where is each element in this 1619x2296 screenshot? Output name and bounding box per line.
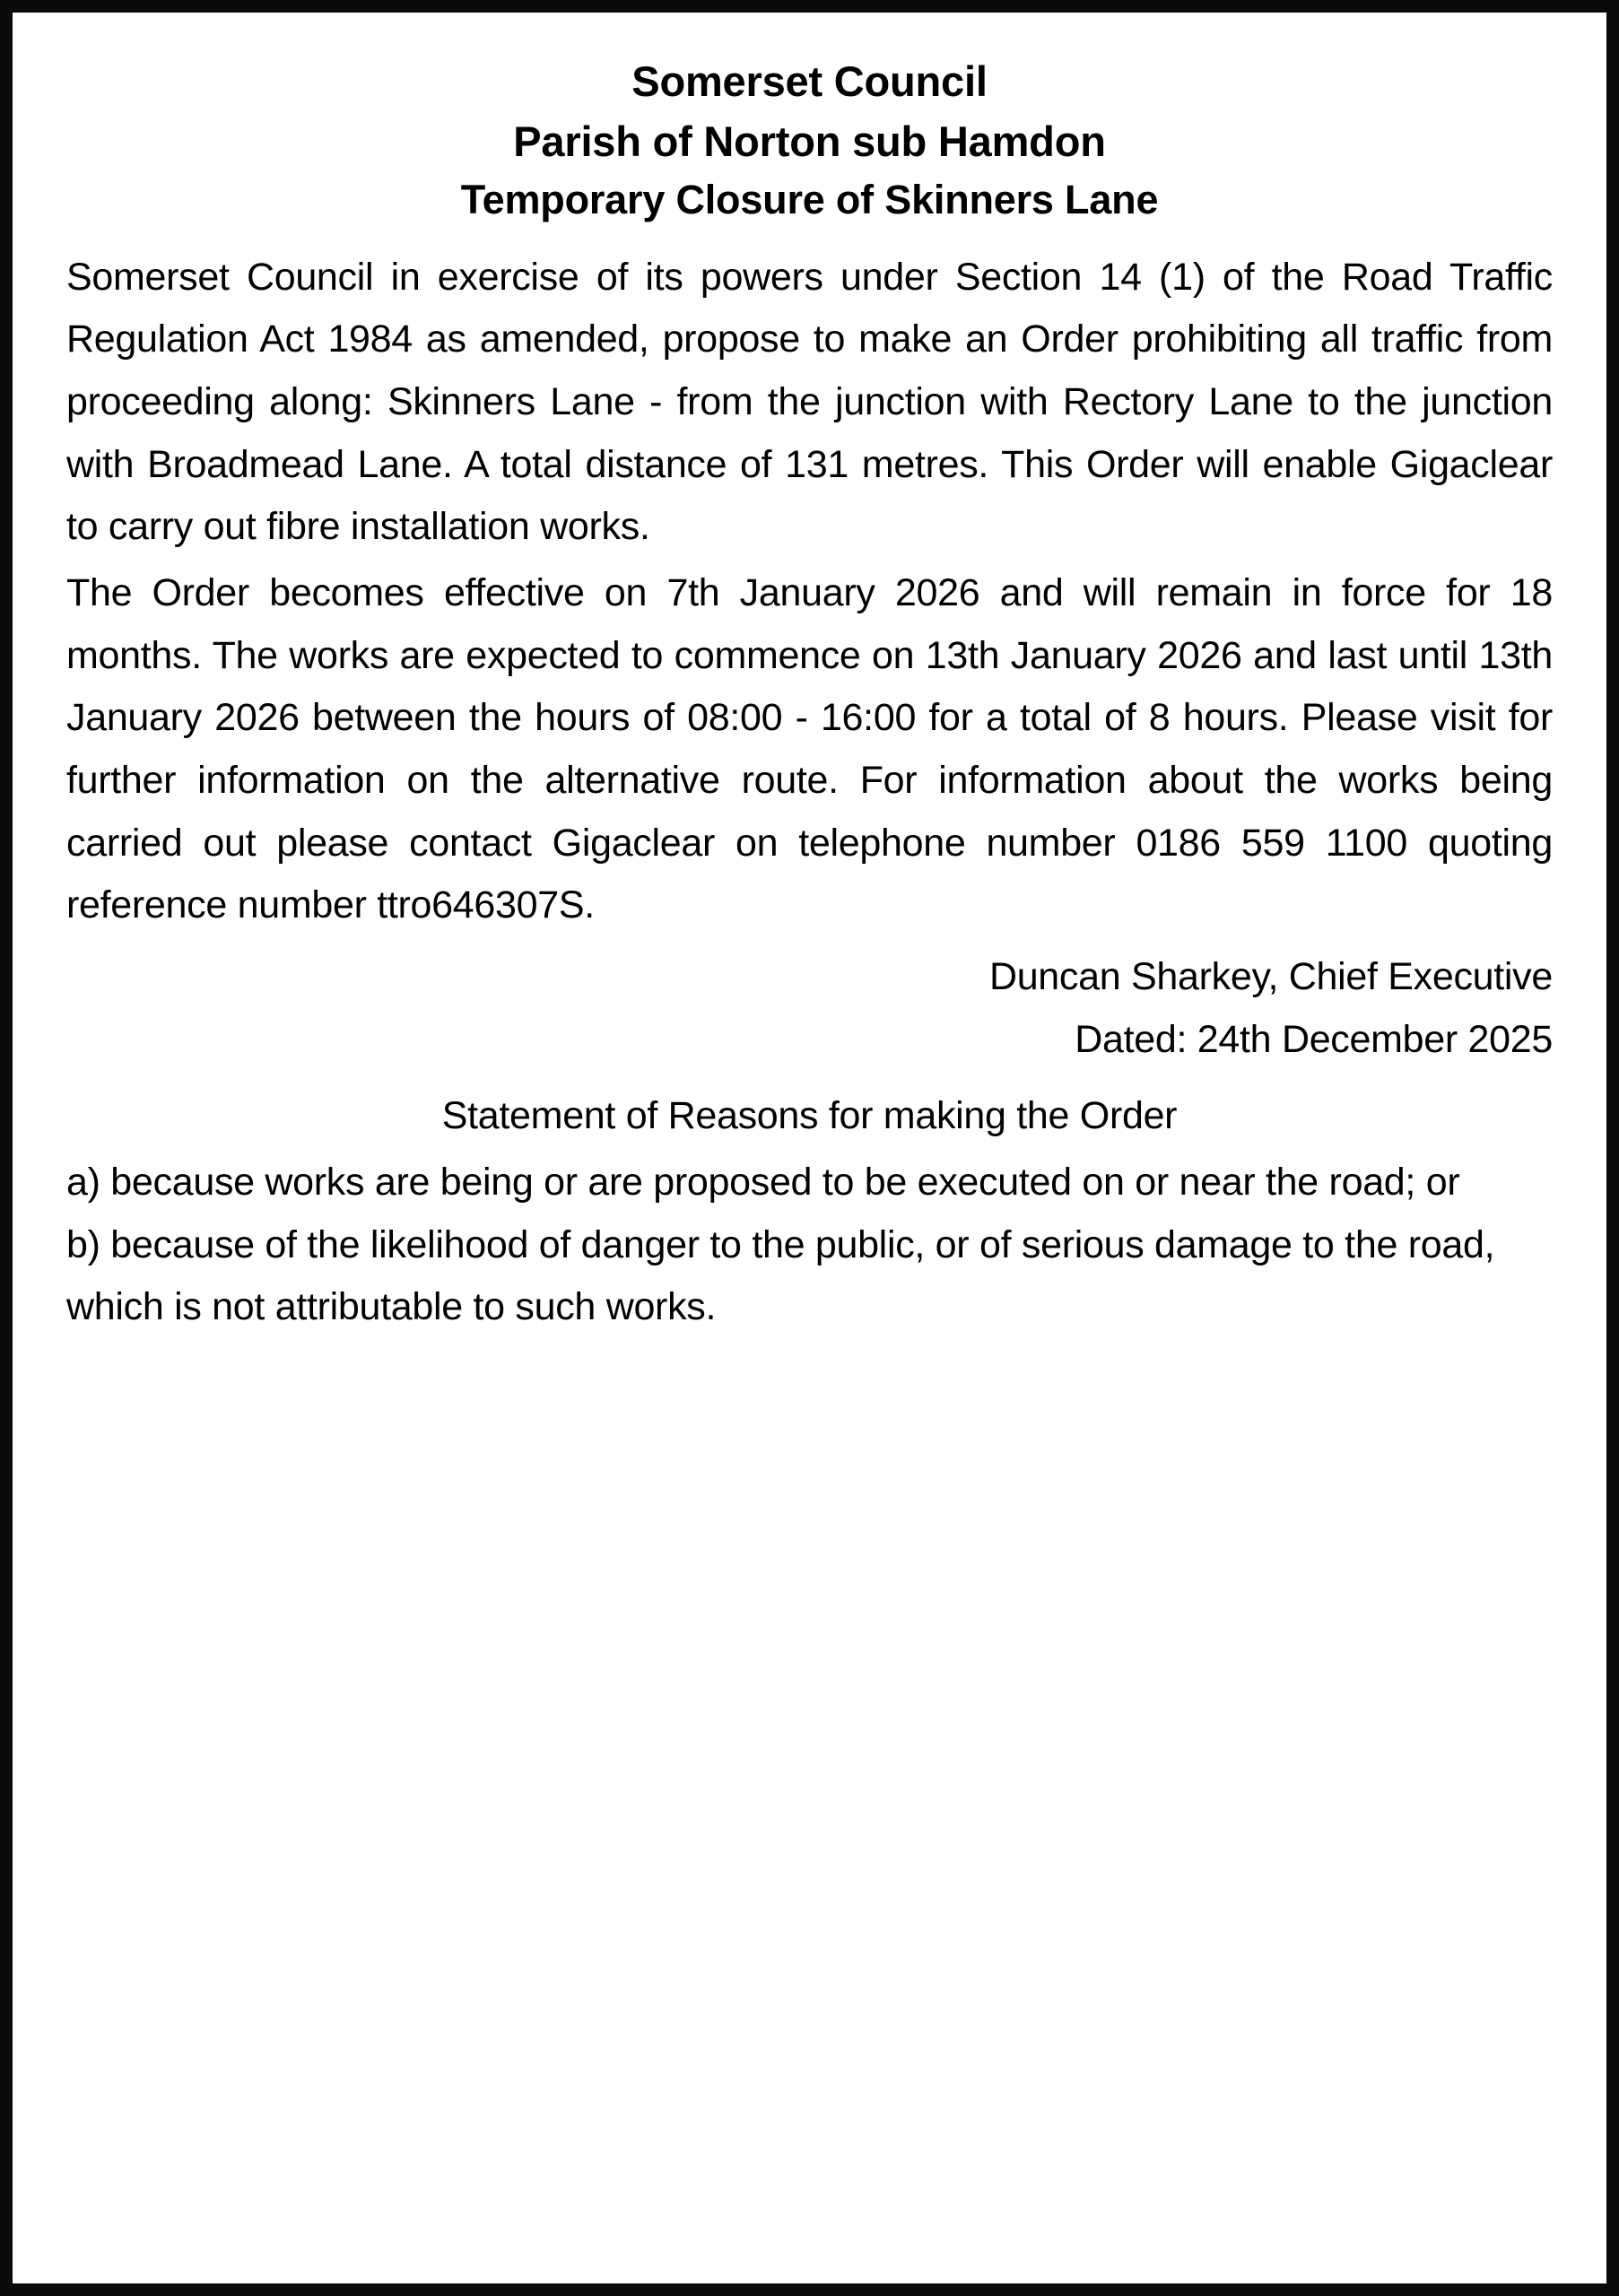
notice-parish-title: Parish of Norton sub Hamdon <box>513 117 1106 166</box>
notice-signatory: Duncan Sharkey, Chief Executive <box>988 954 1553 998</box>
notice-reason-a: a) because works are being or are proposed to be executed on or near the road; or <box>66 1160 1460 1204</box>
notice-authority-title: Somerset Council <box>631 57 988 105</box>
notice-signature-block <box>66 946 1553 1071</box>
notice-reason-b: b) because of the likelihood of danger to the public, or of serious damage to the road, which is not attributable to such works. <box>66 1222 1495 1329</box>
notice-subject-title: Temporary Closure of Skinners Lane <box>460 177 1159 223</box>
notice-paragraph-order-details: Somerset Council in exercise of its powers under Section 14 (1) of the Road Traffic Regulation Act 1984 as amended, propose to make an Order prohibiting all traffic from proceeding along: Skinners Lane - from the junction with Rectory Lane to the junction with Broadmead Lane. A total distance of 131 metres. This Order will enable Gigaclear to carry out fibre installation works. <box>66 255 1553 549</box>
notice-content <box>43 38 1576 2283</box>
notice-dated: Dated: 24th December 2025 <box>1075 1017 1553 1061</box>
notice-paragraph-dates-contact: The Order becomes effective on 7th January 2026 and will remain in force for 18 months. The works are expected to commence on 13th January 2026 and last until 13th January 2026 between the hours of 08:00 - 16:00 for a total of 8 hours. Please visit for further information on the alternative route. For information about the works being carried out please contact Gigaclear on telephone number 0186 559 1100 quoting reference number ttro646307S. <box>66 570 1553 927</box>
notice-reasons-title: Statement of Reasons for making the Order <box>441 1094 1178 1138</box>
